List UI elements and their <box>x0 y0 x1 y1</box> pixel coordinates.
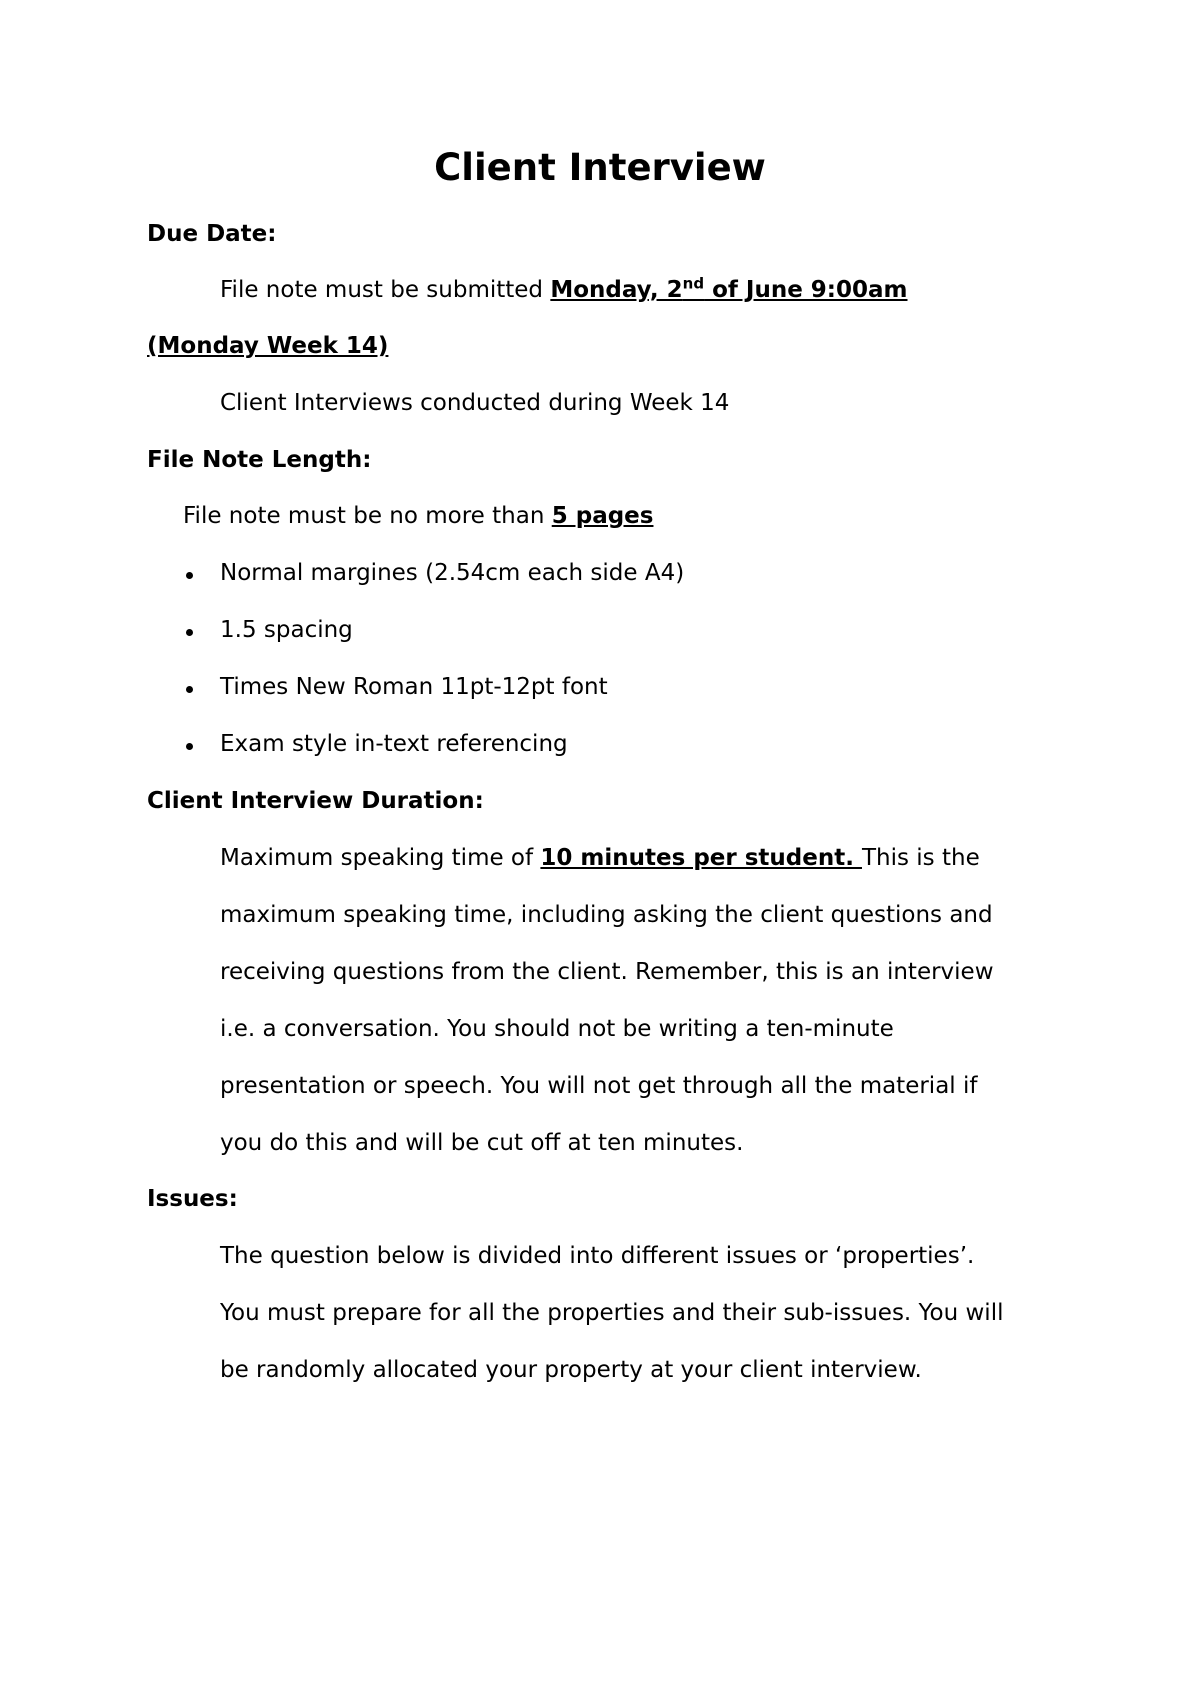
due-date-prefix: File note must be submitted <box>220 277 551 303</box>
duration-line: you do this and will be cut off at ten minutes. <box>220 1130 744 1156</box>
duration-heading: Client Interview Duration: <box>147 788 484 814</box>
bullet-icon <box>186 686 193 693</box>
duration-line: receiving questions from the client. Remember, this is an interview <box>220 959 994 985</box>
due-date-line <box>220 274 908 306</box>
format-bullet-item: Normal margines (2.54cm each side A4) <box>220 560 685 586</box>
duration-line: presentation or speech. You will not get through all the material if <box>220 1073 978 1099</box>
due-date-week-note: (Monday Week 14) <box>147 333 389 359</box>
bullet-icon <box>186 572 193 579</box>
file-note-length-line <box>183 500 653 532</box>
issues-heading: Issues: <box>147 1186 238 1212</box>
format-bullet-item: Exam style in-text referencing <box>220 731 568 757</box>
format-bullet-item: 1.5 spacing <box>220 617 353 643</box>
file-note-length-heading: File Note Length: <box>147 447 372 473</box>
issues-line: The question below is divided into different issues or ‘properties’. <box>220 1243 975 1269</box>
duration-line: maximum speaking time, including asking the client questions and <box>220 902 993 928</box>
issues-line: You must prepare for all the properties and their sub-issues. You will <box>220 1300 1004 1326</box>
interviews-note: Client Interviews conducted during Week 14 <box>220 390 730 416</box>
page-limit: 5 pages <box>551 503 654 529</box>
document-title: Client Interview <box>434 146 766 189</box>
bullet-icon <box>186 743 193 750</box>
bullet-icon <box>186 629 193 636</box>
format-bullet-item: Times New Roman 11pt-12pt font <box>220 674 608 700</box>
duration-line: i.e. a conversation. You should not be writing a ten-minute <box>220 1016 894 1042</box>
file-note-length-prefix: File note must be no more than <box>183 503 552 529</box>
speaking-time-limit: 10 minutes per student. <box>540 845 862 871</box>
due-date-heading: Due Date: <box>147 221 277 247</box>
issues-line: be randomly allocated your property at your client interview. <box>220 1357 922 1383</box>
due-date-value: Monday, 2nd of June 9:00am <box>550 274 908 303</box>
duration-line-1: Maximum speaking time of 10 minutes per student. This is the <box>220 845 980 871</box>
